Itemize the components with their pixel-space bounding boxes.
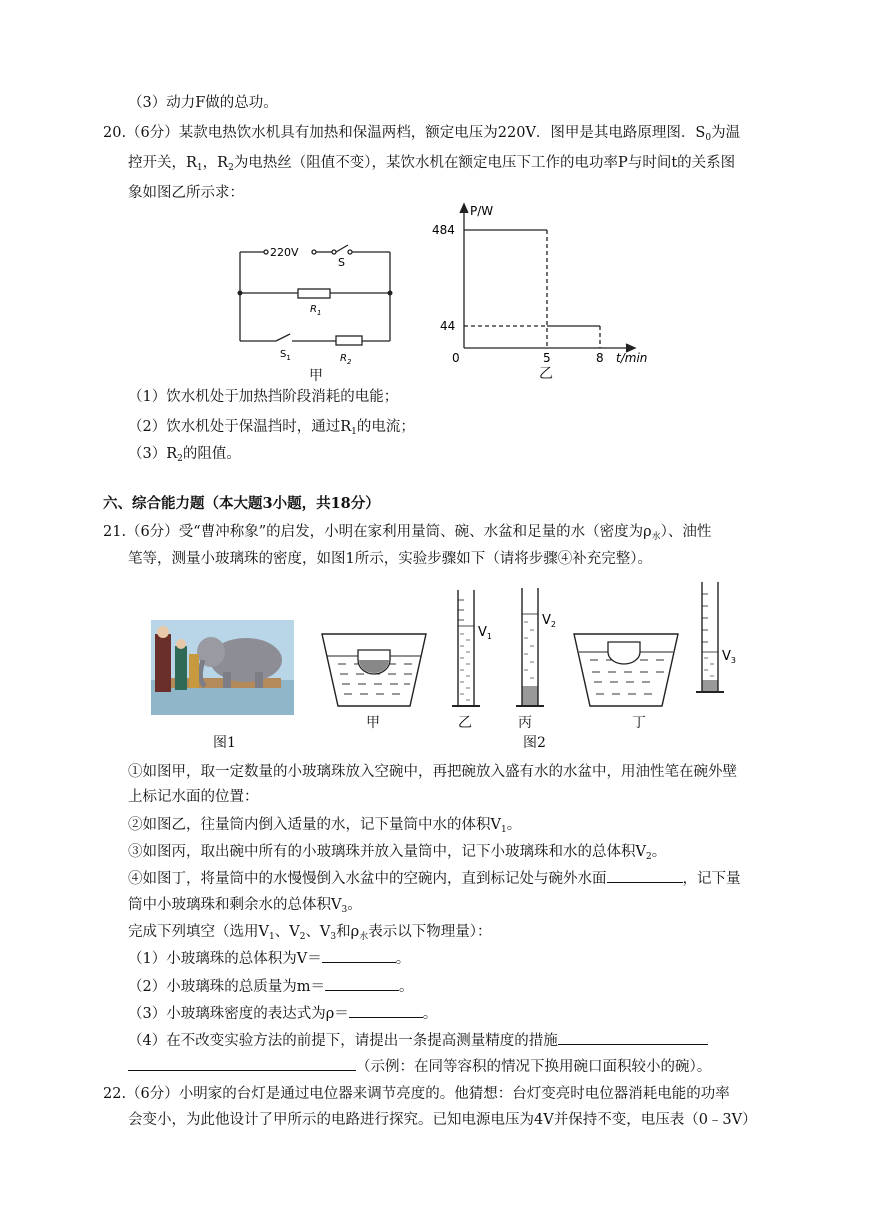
q20-line2: 控开关，$R_1$，$R_2$为电热丝（阻值不变），某饮水机在额定电压下工作的电功率P与时间t的关系图 (128, 155, 736, 173)
q20-line1: 20.（6分）某款电热饮水机具有加热和保温两档，额定电压为220V．图甲是其电路原理图．$S_0$为温 (103, 125, 741, 143)
fig1-caption: 图1 (213, 735, 236, 751)
x-tick-5: 5 (543, 351, 551, 365)
label-bing: 丙 (518, 715, 532, 731)
fill-intro: 完成下列填空（选用$V_1$、$V_2$、$V_3$和$\rho_水$表示以下物理量）： (128, 924, 492, 942)
y-tick-484: 484 (432, 223, 455, 237)
step1-line2: 上标记水面的位置： (128, 789, 259, 805)
q20-sub1: （1）饮水机处于加热挡阶段消耗的电能； (128, 389, 399, 405)
section-heading: 六、综合能力题（本大题3小题，共18分） (103, 495, 380, 512)
cylinder-ding (690, 580, 750, 700)
q20-line3: 象如图乙所示求： (128, 185, 244, 201)
basin-ding (570, 630, 682, 710)
fill-1: （1）小玻璃珠的总体积为V＝ 。 (128, 948, 410, 969)
circuit-caption: 甲 (309, 368, 323, 384)
fill-4: （4）在不改变实验方法的前提下，请提出一条提高测量精度的措施 (128, 1030, 708, 1051)
v2-label: $V_2$ (542, 613, 556, 629)
voltage-label: 220V (270, 246, 299, 259)
origin-label: 0 (452, 351, 460, 365)
v3-label: $V_3$ (722, 649, 736, 665)
step3: ③如图丙，取出碗中所有的小玻璃珠并放入量筒中，记下小玻璃珠和水的总体积$V_2$。 (128, 844, 667, 862)
fill-2: （2）小玻璃珠的总质量为m＝ 。 (128, 976, 413, 997)
q22-line1: 22.（6分）小明家的台灯是通过电位器来调节亮度的。他猜想：台灯变亮时电位器消耗电能的功率 (103, 1086, 730, 1102)
q20-sub3: $(3)R_2$的阻值。 (128, 446, 241, 464)
y-axis-label: P/W (470, 204, 494, 218)
answer-blank-measure-1[interactable] (558, 1030, 708, 1045)
cao-chong-illustration (151, 620, 294, 715)
q21-line2: 笔等，测量小玻璃珠的密度，如图1所示，实验步骤如下（请将步骤④补充完整）。 (128, 551, 652, 567)
answer-blank-mass[interactable] (325, 976, 399, 991)
power-time-graph (430, 196, 670, 376)
s1-label: $S_1$ (280, 349, 291, 362)
label-yi: 乙 (458, 715, 472, 731)
q20-sub2: （2）饮水机处于保温挡时，通过$R_1$的电流； (128, 419, 415, 437)
v1-label: $V_1$ (478, 625, 492, 641)
fill-4-cont: （示例：在同等容积的情况下换用碗口面积较小的碗）。 (128, 1056, 711, 1077)
q21-line1: 21.（6分）受“曹冲称象”的启发，小明在家利用量筒、碗、水盆和足量的水（密度为$\rho_水$）、油性 (103, 524, 712, 542)
step4-line1: ④如图丁，将量筒中的水慢慢倒入水盆中的空碗内，直到标记处与碗外水面 ，记下量 (128, 868, 741, 889)
label-jia: 甲 (366, 715, 380, 731)
x-axis-label: t/min (616, 351, 648, 365)
x-tick-8: 8 (596, 351, 604, 365)
graph-caption: 乙 (539, 366, 553, 382)
answer-blank-density[interactable] (349, 1003, 423, 1018)
step1-line1: ①如图甲，取一定数量的小玻璃珠放入空碗中，再把碗放入盛有水的水盆中，用油性笔在碗外壁 (128, 764, 737, 780)
answer-blank-step4[interactable] (607, 868, 683, 883)
basin-jia (318, 630, 430, 710)
r2-label: $R_2$ (340, 353, 352, 366)
fig2-caption: 图2 (523, 735, 546, 751)
q19-part3: （3）动力F做的总功。 (128, 95, 278, 111)
r1-label: $R_1$ (310, 304, 322, 317)
fill-3: （3）小玻璃珠密度的表达式为ρ＝ 。 (128, 1003, 437, 1024)
cylinder-yi (446, 586, 506, 716)
y-tick-44: 44 (440, 319, 456, 333)
label-ding: 丁 (632, 715, 646, 731)
switch-s-label: S (338, 256, 345, 269)
q22-line2: 会变小，为此他设计了甲所示的电路进行探究。已知电源电压为4V并保持不变，电压表（0﹣3V） (128, 1112, 757, 1128)
step2: ②如图乙，往量筒内倒入适量的水，记下量筒中水的体积$V_1$。 (128, 817, 522, 835)
cylinder-bing (512, 586, 572, 716)
step4-line2: 筒中小玻璃珠和剩余水的总体积$V_3$。 (128, 897, 362, 915)
answer-blank-measure-2[interactable] (128, 1056, 356, 1071)
answer-blank-volume[interactable] (322, 948, 396, 963)
circuit-diagram (232, 235, 402, 375)
